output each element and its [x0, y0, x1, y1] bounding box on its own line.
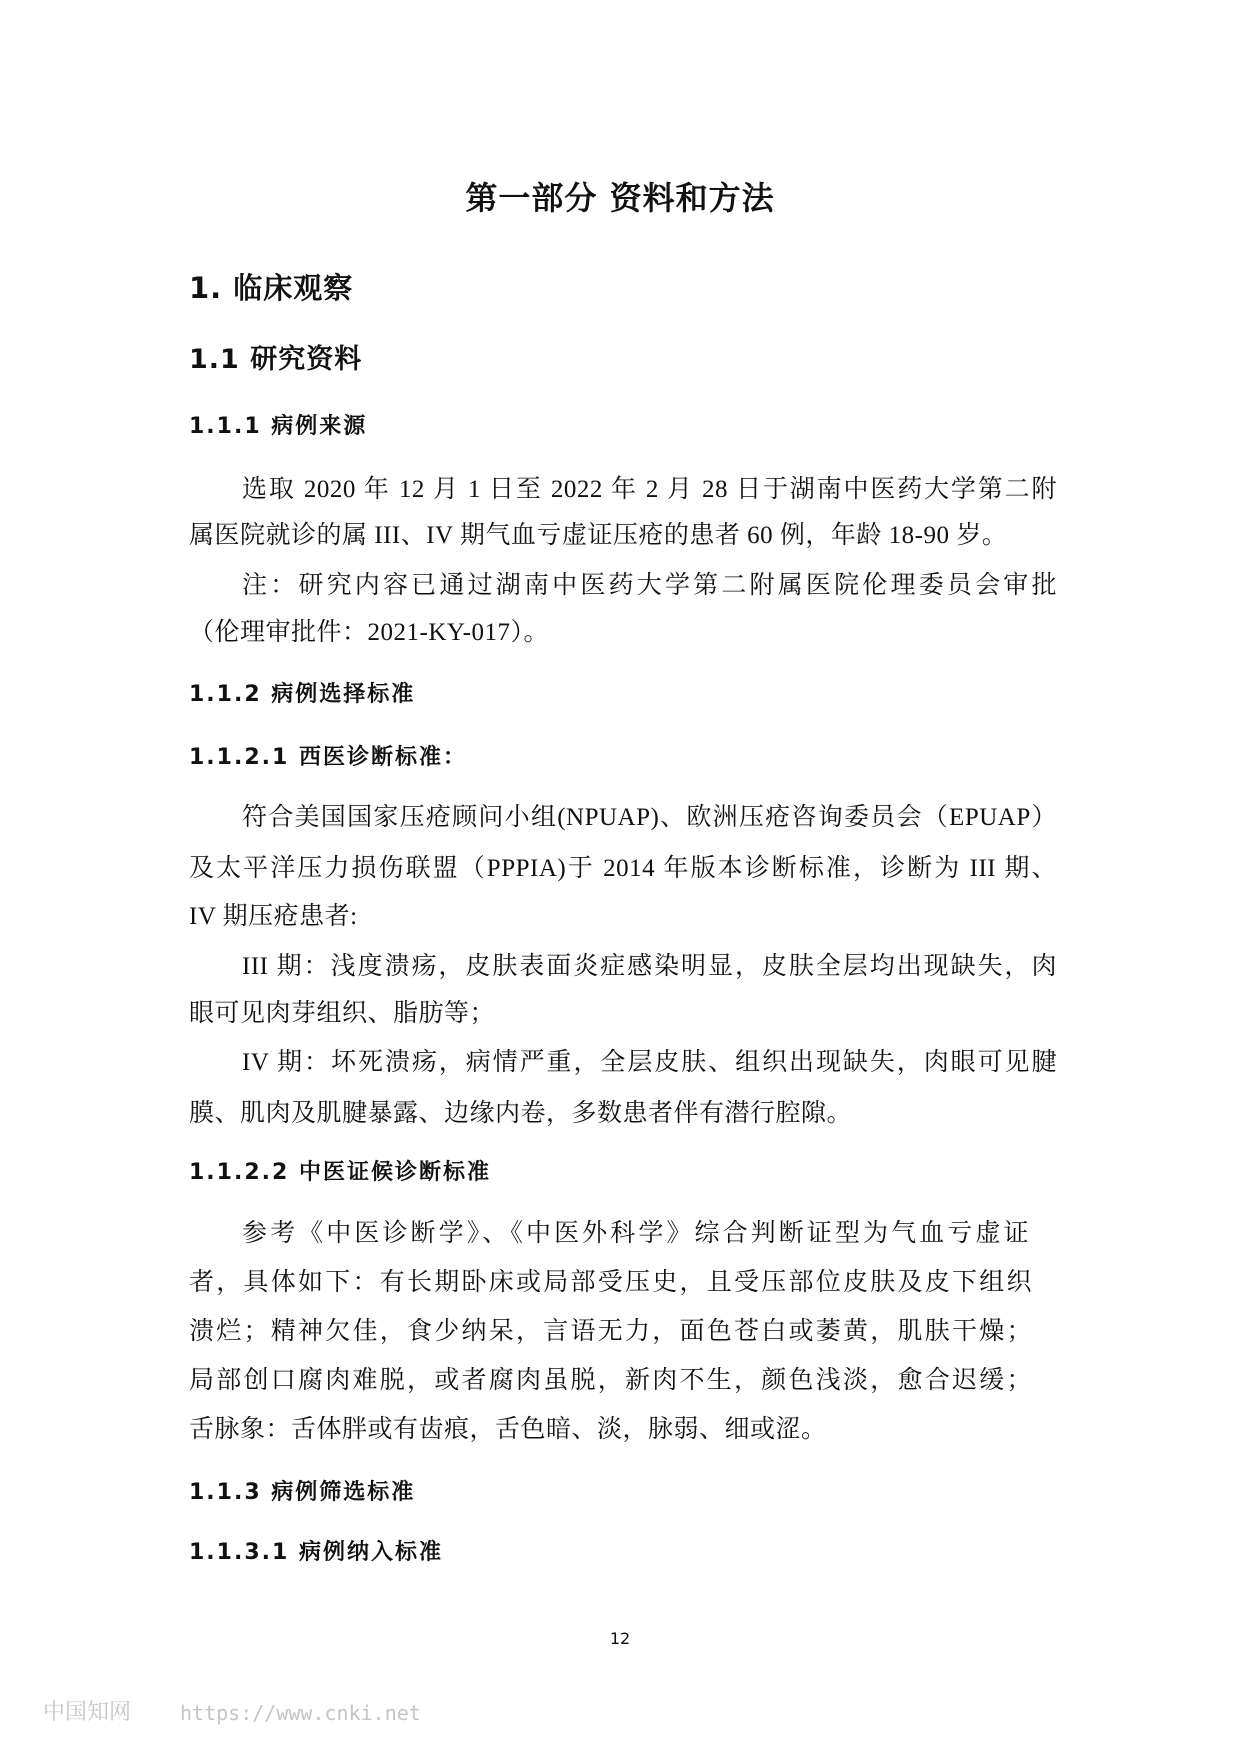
heading-case-source: 1.1.1 病例来源: [189, 414, 368, 439]
paragraph-line: 溃烂；精神欠佳，食少纳呆，言语无力，面色苍白或萎黄，肌肤干燥；: [189, 1318, 1032, 1345]
section-heading-clinical-observation: 1. 临床观察: [189, 271, 354, 305]
paragraph-line: 舌脉象：舌体胖或有齿痕，舌色暗、淡，脉弱、细或涩。: [189, 1416, 827, 1443]
paragraph-line: 属医院就诊的属 III、IV 期气血亏虚证压疮的患者 60 例，年龄 18-90 岁。: [189, 522, 1008, 549]
paragraph-line: 眼可见肉芽组织、脂肪等；: [189, 1000, 496, 1027]
paragraph-line: 膜、肌肉及肌腱暴露、边缘内卷，多数患者伴有潜行腔隙。: [189, 1100, 853, 1127]
paragraph-line: 符合美国国家压疮顾问小组(NPUAP)、欧洲压疮咨询委员会（EPUAP）: [242, 804, 1057, 831]
heading-case-selection-criteria: 1.1.2 病例选择标准: [189, 682, 416, 707]
paragraph-line: 及太平洋压力损伤联盟（PPPIA)于 2014 年版本诊断标准，诊断为 III 期、: [189, 855, 1057, 882]
heading-case-screening-criteria: 1.1.3 病例筛选标准: [189, 1480, 416, 1505]
heading-tcm-syndrome-criteria: 1.1.2.2 中医证候诊断标准: [189, 1160, 491, 1185]
paragraph-line: IV 期：坏死溃疡，病情严重，全层皮肤、组织出现缺失，肉眼可见腱: [242, 1049, 1057, 1076]
paragraph-line: IV 期压疮患者:: [189, 903, 358, 930]
heading-inclusion-criteria: 1.1.3.1 病例纳入标准: [189, 1540, 443, 1565]
subsection-heading-research-materials: 1.1 研究资料: [189, 344, 363, 375]
paragraph-line: 者，具体如下：有长期卧床或局部受压史，且受压部位皮肤及皮下组织: [189, 1269, 1032, 1296]
paragraph-line: 参考《中医诊断学》、《中医外科学》综合判断证型为气血亏虚证: [242, 1220, 1029, 1247]
paragraph-line: 选取 2020 年 12 月 1 日至 2022 年 2 月 28 日于湖南中医药大学第二附: [242, 476, 1057, 503]
paragraph-line: 注：研究内容已通过湖南中医药大学第二附属医院伦理委员会审批: [242, 572, 1057, 599]
paragraph-line: III 期：浅度溃疡，皮肤表面炎症感染明显，皮肤全层均出现缺失，肉: [242, 953, 1057, 980]
page-number: 12: [609, 1629, 631, 1648]
watermark-url: https://www.cnki.net: [180, 1701, 421, 1725]
chapter-title: 第一部分 资料和方法: [465, 179, 775, 217]
paragraph-line: 局部创口腐肉难脱，或者腐肉虽脱，新肉不生，颜色浅淡，愈合迟缓；: [189, 1367, 1032, 1394]
paragraph-line: （伦理审批件：2021-KY-017）。: [189, 619, 549, 646]
watermark-brand: 中国知网: [43, 1700, 132, 1725]
heading-western-diagnosis-criteria: 1.1.2.1 西医诊断标准：: [189, 745, 467, 770]
